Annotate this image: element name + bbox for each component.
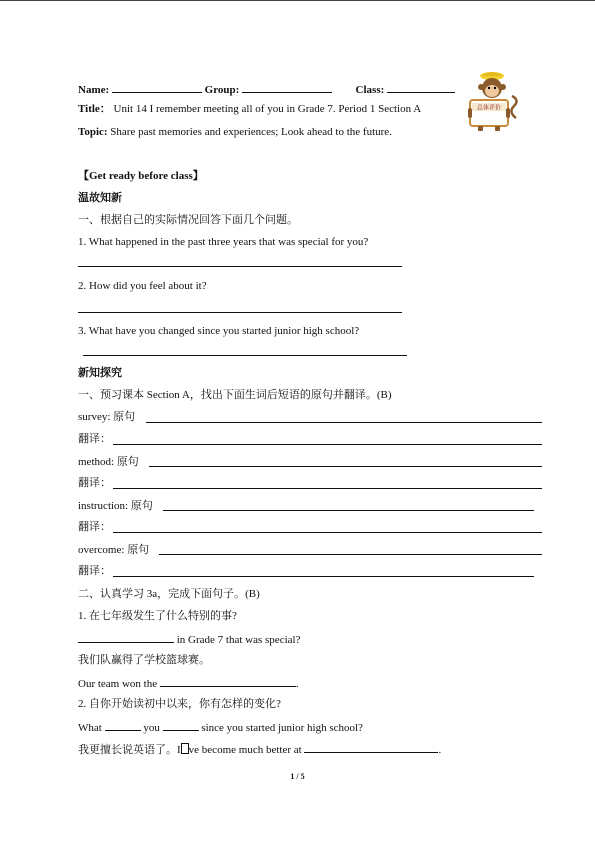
instruction-translation-line[interactable]: [113, 532, 542, 533]
sentence-q1-english: in Grade 7 that was special?: [78, 631, 300, 647]
sentence-q1-chinese: 1. 在七年级发生了什么特别的事?: [78, 610, 237, 622]
survey-translation-line[interactable]: [113, 444, 542, 445]
sentence-q2-english: What you since you started junior high school?: [78, 719, 363, 735]
title-label: Title: [78, 103, 100, 115]
original-sentence-label: 原句: [127, 544, 150, 556]
group-label: Group:: [204, 84, 240, 96]
title-line: Title： Unit 14 I remember meeting all of you in Grade 7. Period 1 Section A: [78, 103, 422, 115]
vocab-row-survey: [78, 410, 135, 424]
q1-answer-blank[interactable]: [160, 675, 296, 687]
question-2: 2. How did you feel about it?: [78, 280, 207, 292]
answer-q1-chinese: 我们队赢得了学校篮球赛。: [78, 654, 210, 666]
question-1: 1. What happened in the past three years that was special for you?: [78, 236, 369, 248]
answer-line-1[interactable]: [78, 266, 402, 267]
q1-blank[interactable]: [78, 631, 174, 643]
title-text: Unit 14 I remember meeting all of you in Grade 7. Period 1 Section A: [113, 103, 422, 115]
vocab-word: survey:: [78, 411, 111, 423]
page-number: 1 / 5: [290, 772, 305, 781]
q2-blank-1[interactable]: [105, 719, 141, 731]
vocab-word: instruction:: [78, 500, 129, 512]
vocab-row-method: [78, 455, 139, 469]
q2-blank-2[interactable]: [163, 719, 199, 731]
vocab-row-overcome: [78, 543, 149, 557]
subheading-review: 温故知新: [78, 192, 122, 204]
evaluation-badge-icon: [462, 70, 522, 132]
overcome-translation-line[interactable]: [113, 576, 534, 577]
group-field[interactable]: [242, 81, 332, 93]
class-label: Class:: [355, 84, 385, 96]
badge-label: 总体评价: [476, 104, 502, 112]
translation-label: 翻译：: [78, 477, 111, 489]
name-field[interactable]: [112, 81, 202, 93]
answer-line-3[interactable]: [83, 355, 407, 356]
original-sentence-label: 原句: [113, 411, 136, 423]
instruction-1: 一、根据自己的实际情况回答下面几个问题。: [78, 214, 298, 226]
page-top-rule: [0, 0, 595, 1]
answer-line-2[interactable]: [78, 312, 402, 313]
topic-line: [78, 125, 392, 139]
missing-glyph-icon: [181, 743, 189, 754]
instruction-3: 二、认真学习 3a，完成下面句子。(B): [78, 588, 260, 600]
question-3: 3. What have you changed since you started junior high school?: [78, 325, 360, 337]
topic-text: Share past memories and experiences; Look ahead to the future.: [110, 126, 392, 138]
answer-q1-english: Our team won the .: [78, 675, 299, 691]
method-translation-line[interactable]: [113, 488, 542, 489]
translation-label: 翻译：: [78, 565, 111, 577]
overcome-sentence-line[interactable]: [159, 554, 542, 555]
name-label: Name:: [78, 84, 110, 96]
section-heading-get-ready: 【Get ready before class】: [78, 170, 204, 182]
original-sentence-label: 原句: [130, 500, 153, 512]
subheading-explore: 新知探究: [78, 367, 122, 379]
answer-q2: 我更擅长说英语了。I ve become much better at .: [78, 741, 441, 757]
method-sentence-line[interactable]: [149, 466, 542, 467]
vocab-word: method:: [78, 456, 115, 468]
vocab-word: overcome:: [78, 544, 125, 556]
translation-label: 翻译：: [78, 433, 111, 445]
instruction-sentence-line[interactable]: [163, 510, 534, 511]
vocab-row-instruction: [78, 499, 153, 513]
instruction-2: 一、预习课本 Section A，找出下面生词后短语的原句并翻译。(B): [78, 389, 392, 401]
topic-label: Topic:: [78, 126, 108, 138]
sentence-q2-chinese: 2. 自你开始读初中以来，你有怎样的变化?: [78, 698, 281, 710]
survey-sentence-line[interactable]: [146, 422, 542, 423]
class-field[interactable]: [387, 81, 455, 93]
translation-label: 翻译：: [78, 521, 111, 533]
q2-answer-blank[interactable]: [304, 741, 438, 753]
student-info-line: [78, 81, 455, 97]
original-sentence-label: 原句: [116, 456, 139, 468]
